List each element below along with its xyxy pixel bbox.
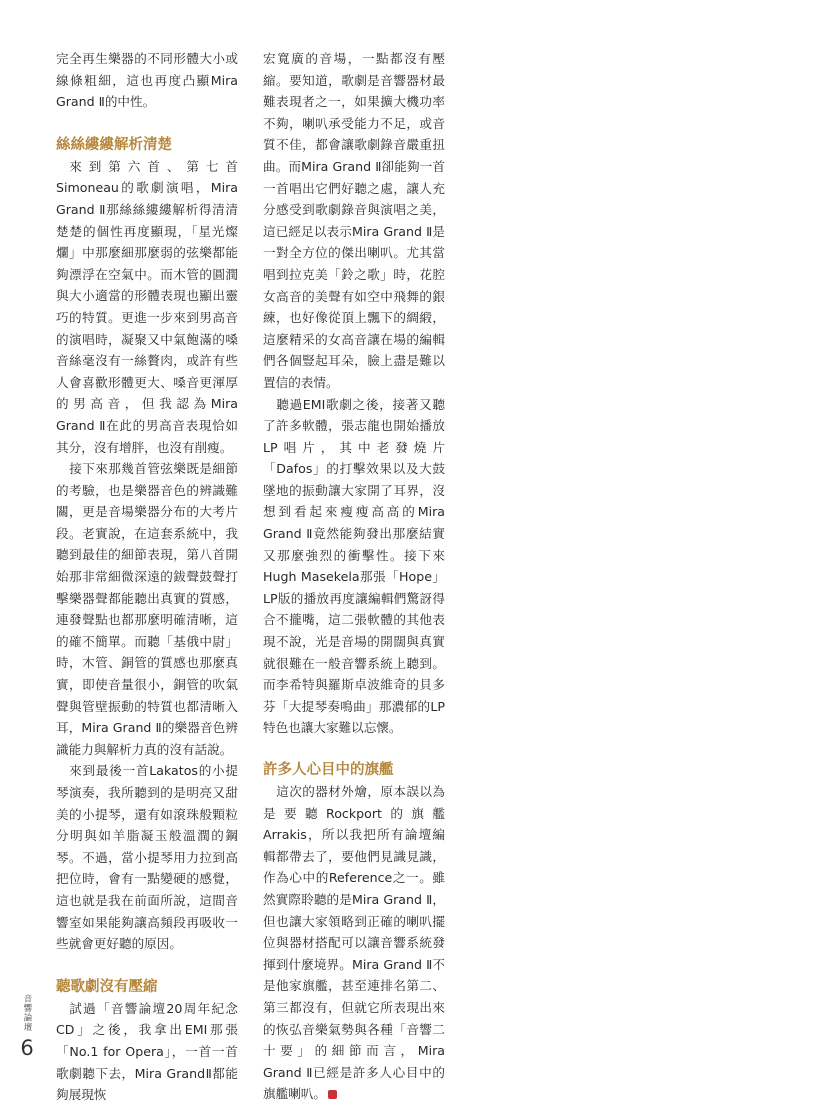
paragraph: 來到最後一首Lakatos的小提琴演奏，我所聽到的是明亮又甜美的小提琴，還有如滾珠般顆粒分明與如羊脂凝玉般溫潤的鋼琴。不過，當小提琴用力拉到高把位時，會有一點變硬的感覺，這也就是我在前面所說，這間音響室如果能夠讓高頻段再吸收一些就會更好聽的原因。 [56, 763, 238, 952]
section-heading: 聽歌劇沒有壓縮 [56, 978, 158, 995]
magazine-name: 音響論壇 [22, 994, 32, 1032]
paragraph: 接下來那幾首管弦樂既是細節的考驗，也是樂器音色的辨識難關，更是音場樂器分布的大考片段。老實說，在這套系統中，我聽到最佳的細節表現，第八首開始那非常細微深遠的鈸聲鼓聲打擊樂器聲都能聽出真實的質感，連發聲點也都那麼明確清晰，這的確不簡單。而聽「基俄中尉」時，木管、銅管的質感也那麼真實，即使音量很小，銅管的吹氣聲與管壁振動的特質也都清晰入耳，Mira Grand Ⅱ的樂器音色辨識能力與解析力真的沒有話說。 [56, 461, 238, 757]
paragraph-text: 這次的器材外燴，原本誤以為是要聽Rockport的旗艦Arrakis，所以我把所有論壇編輯都帶去了，要他們見識見識，作為心中的Reference之一。雖然實際聆聽的是Mira Grand Ⅱ，但也讓大家領略到正確的喇叭擺位與器材搭配可以讓音響系統發揮到什麼境界。Mira Grand Ⅱ不是他家旗艦，甚至連排名第二、第三都沒有，但就它所表現出來的恢弘音樂氣勢與各種「音響二十要」的細節而言，Mira Grand Ⅱ已經是許多人心目中的旗艦喇叭。 [263, 784, 445, 1102]
paragraph: 試過「音響論壇20周年紀念CD」之後，我拿出EMI那張「No.1 for Opera」，一首一首歌劇聽下去，Mira GrandⅡ都能夠展現恢 [56, 1000, 238, 1103]
right-column [263, 48, 445, 1105]
section-heading: 許多人心目中的旗艦 [263, 762, 394, 778]
section-heading: 絲絲縷縷解析清楚 [56, 136, 172, 153]
page-number: 6 [20, 1036, 34, 1060]
end-mark-icon [328, 1090, 337, 1099]
paragraph: 宏寬廣的音場，一點都沒有壓縮。要知道，歌劇是音響器材最難表現者之一，如果擴大機功率不夠，喇叭承受能力不足，或音質不佳，都會讓歌劇錄音嚴重扭曲。而Mira Grand Ⅱ卻能夠一首一首唱出它們好聽之處，讓人充分感受到歌劇錄音與演唱之美，這已經足以表示Mira Grand Ⅱ是一對全方位的傑出喇叭。尤其當唱到拉克美「鈴之歌」時，花腔女高音的美聲有如空中飛舞的銀練，也好像從頂上飄下的綢緞，這麼精采的女高音讓在場的編輯們各個豎起耳朵，臉上盡是難以置信的表情。 [263, 51, 445, 390]
folio [18, 994, 36, 1060]
paragraph: 來到第六首、第七首Simoneau的歌劇演唱，Mira Grand Ⅱ那絲絲縷縷解析得清清楚楚的個性再度顯現，「星光燦爛」中那麼細那麼弱的弦樂都能夠漂浮在空氣中。而木管的圓潤與大小適當的形體表現也顯出靈巧的特質。更進一步來到男高音的演唱時，凝聚又中氣飽滿的嗓音絲毫沒有一絲贅肉，或許有些人會喜歡形體更大、嗓音更渾厚的男高音，但我認為Mira Grand Ⅱ在此的男高音表現恰如其分，沒有增胖，也沒有削瘦。 [56, 158, 238, 455]
left-column [56, 48, 238, 1106]
paragraph: 完全再生樂器的不同形體大小或線條粗細，這也再度凸顯Mira Grand Ⅱ的中性。 [56, 51, 238, 110]
paragraph-final [263, 781, 445, 1105]
paragraph: 聽過EMI歌劇之後，接著又聽了許多軟體，張志龍也開始播放LP唱片，其中老發燒片「Dafos」的打擊效果以及大鼓墜地的振動讓大家開了耳界，沒想到看起來瘦瘦高高的Mira Grand Ⅱ竟然能夠發出那麼結實又那麼強烈的衝擊性。接下來Hugh Masekela那張「Hope」LP版的播放再度讓編輯們驚訝得合不攏嘴，這二張軟體的其他表現不說，光是音場的開闊與真實就很難在一般音響系統上聽到。而李希特與羅斯卓波維奇的貝多芬「大提琴奏鳴曲」那濃郁的LP特色也讓大家難以忘懷。 [263, 396, 445, 736]
